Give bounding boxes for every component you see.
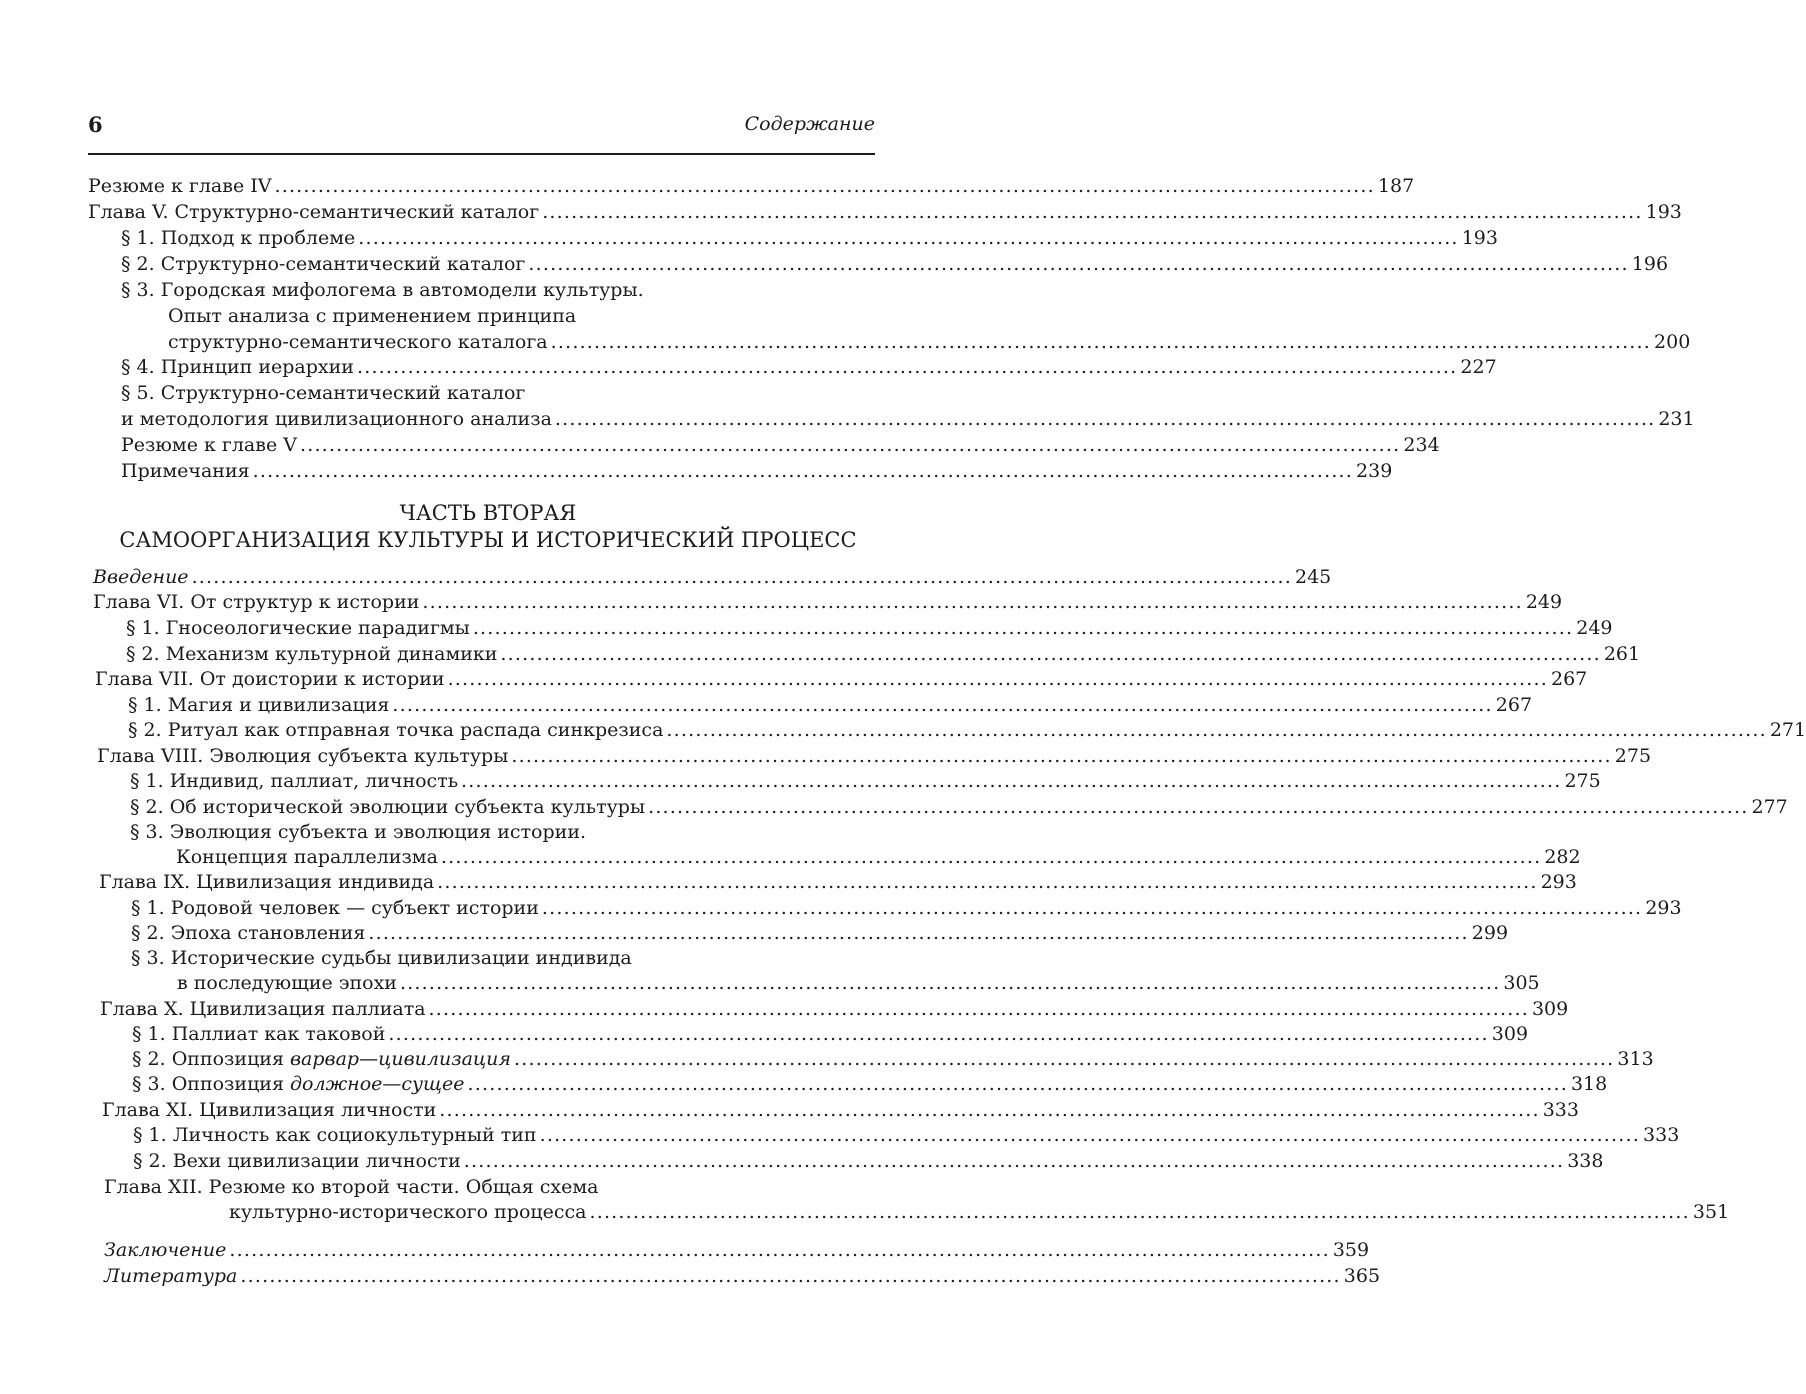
toc-entry-title: Глава X. Цивилизация паллиата	[100, 998, 426, 1020]
toc-entry-title: Глава XII. Резюме ко второй части. Общая схема	[104, 1176, 599, 1198]
toc-entry-title: Глава VI. От структур к истории	[93, 591, 420, 613]
toc-entry-italic-term: должное—сущее	[290, 1073, 465, 1095]
toc-leader: ........................................................................................................................................................	[461, 770, 1562, 792]
toc-entry-page: 309	[1491, 1023, 1529, 1045]
toc-entry-title: Опыт анализа с применением принципа	[168, 305, 577, 327]
toc-leader: ........................................................................................................................................................	[399, 972, 1501, 994]
toc-chapter	[104, 1175, 881, 1200]
toc-leader: ........................................................................................................................................................	[440, 846, 1542, 868]
toc-section	[131, 946, 880, 971]
toc-section-continuation	[168, 330, 1691, 355]
toc-leader: ........................................................................................................................................................	[514, 1048, 1615, 1070]
toc-entry-title: в последующие эпохи	[177, 972, 397, 994]
toc-section	[128, 718, 1806, 743]
toc-leader: ........................................................................................................................................................	[542, 201, 1643, 223]
toc-entry-page: 293	[1540, 871, 1577, 893]
toc-section	[132, 1022, 1529, 1047]
toc-entry-page: 234	[1403, 434, 1440, 456]
toc-leader: ........................................................................................................................................................	[240, 1265, 1341, 1287]
part-subtitle: САМООРГАНИЗАЦИЯ КУЛЬТУРЫ И ИСТОРИЧЕСКИЙ ПРОЦЕСС	[119, 528, 857, 552]
toc-chapter	[88, 200, 1682, 225]
toc-leader: ........................................................................................................................................................	[539, 1124, 1641, 1146]
toc-entry	[93, 565, 1332, 590]
toc-section	[121, 355, 1497, 380]
toc-entry	[104, 1238, 1370, 1263]
toc-entry-title: § 2. Механизм культурной динамики	[126, 643, 498, 665]
toc-entry-title: Резюме к главе V	[121, 434, 297, 456]
toc-entry-page: 338	[1567, 1150, 1604, 1172]
toc-entry-title: Заключение	[104, 1239, 227, 1261]
toc-entry-title: § 2. Вехи цивилизации личности	[133, 1150, 461, 1172]
toc-section	[132, 1047, 1654, 1072]
toc-entry-page: 249	[1576, 617, 1613, 639]
toc-leader: ........................................................................................................................................................	[229, 1239, 1330, 1261]
toc-entry-page: 261	[1603, 643, 1641, 665]
toc-section	[132, 1072, 1608, 1097]
toc-entry-title: § 1. Индивид, паллиат, личность	[130, 770, 459, 792]
toc-section	[131, 921, 1509, 946]
toc-entry-title: § 2. Об исторической эволюции субъекта культуры	[130, 796, 646, 818]
toc-leader: ........................................................................................................................................................	[467, 1073, 1568, 1095]
toc-entry-title: § 3. Эволюция субъекта и эволюция истории.	[130, 821, 587, 843]
toc-entry-page: 227	[1460, 356, 1497, 378]
toc-leader: ........................................................................................................................................................	[252, 460, 1354, 482]
toc-section	[126, 642, 1641, 667]
toc-entry-page: 267	[1550, 668, 1588, 690]
toc-leader: ........................................................................................................................................................	[191, 566, 1292, 588]
toc-entry	[121, 459, 1393, 484]
toc-entry-title: § 2. Эпоха становления	[131, 922, 366, 944]
toc-chapter	[102, 1098, 1579, 1123]
toc-leader: ........................................................................................................................................................	[274, 175, 1375, 197]
toc-entry-page: 359	[1332, 1239, 1370, 1261]
toc-entry-page: 351	[1692, 1201, 1730, 1223]
toc-leader: ........................................................................................................................................................	[356, 356, 1458, 378]
toc-entry-page: 239	[1356, 460, 1393, 482]
toc-leader: ........................................................................................................................................................	[358, 227, 1459, 249]
toc-entry	[88, 174, 1415, 199]
toc-entry-title: § 1. Родовой человек — субъект истории	[131, 897, 539, 919]
toc-leader: ........................................................................................................................................................	[437, 871, 1538, 893]
toc-leader: ........................................................................................................................................................	[388, 1023, 1489, 1045]
toc-entry-page: 305	[1503, 972, 1540, 994]
toc-entry-title: § 3. Исторические судьбы цивилизации индивида	[131, 947, 632, 969]
toc-section	[128, 693, 1533, 718]
toc-leader: ........................................................................................................................................................	[500, 643, 1601, 665]
toc-section	[130, 795, 1788, 820]
toc-chapter	[95, 667, 1588, 692]
toc-entry-title: Резюме к главе IV	[88, 175, 272, 197]
toc-entry-title: § 2. Оппозиция варвар—цивилизация	[132, 1048, 511, 1070]
toc-entry-title: Глава VII. От доистории к истории	[95, 668, 445, 690]
toc-section	[126, 616, 1613, 641]
toc-entry-title: § 1. Паллиат как таковой	[132, 1023, 386, 1045]
toc-entry-page: 299	[1471, 922, 1509, 944]
toc-entry-title: § 1. Личность как социокультурный тип	[133, 1124, 537, 1146]
toc-entry-page: 318	[1570, 1073, 1608, 1095]
toc-section	[121, 278, 876, 303]
toc-section	[121, 252, 1669, 277]
toc-leader: ........................................................................................................................................................	[511, 745, 1612, 767]
toc-entry-page: 275	[1614, 745, 1652, 767]
toc-entry-page: 267	[1495, 694, 1533, 716]
toc-entry-page: 200	[1654, 331, 1691, 353]
toc-chapter	[99, 870, 1577, 895]
toc-chapter-continuation	[229, 1200, 1730, 1225]
toc-leader: ........................................................................................................................................................	[299, 434, 1401, 456]
toc-chapter	[100, 997, 1569, 1022]
toc-entry-title: Глава VIII. Эволюция субъекта культуры	[97, 745, 509, 767]
toc-section-continuation	[121, 407, 1695, 432]
toc-leader: ........................................................................................................................................................	[589, 1201, 1690, 1223]
toc-entry-title: § 2. Структурно-семантический каталог	[121, 253, 526, 275]
toc-entry-title: § 1. Гносеологические парадигмы	[126, 617, 470, 639]
toc-entry-page: 187	[1377, 175, 1415, 197]
toc-leader: ........................................................................................................................................................	[541, 897, 1643, 919]
toc-entry-title: § 5. Структурно-семантический каталог	[121, 382, 526, 404]
toc-entry-title: Концепция параллелизма	[176, 846, 438, 868]
toc-leader: ........................................................................................................................................................	[472, 617, 1574, 639]
toc-leader: ........................................................................................................................................................	[550, 331, 1652, 353]
toc-entry	[104, 1264, 1381, 1289]
toc-section	[121, 226, 1498, 251]
toc-leader: ........................................................................................................................................................	[439, 1099, 1540, 1121]
toc-section-continuation	[177, 971, 1540, 996]
toc-entry-page: 309	[1531, 998, 1569, 1020]
toc-entry-title: § 1. Магия и цивилизация	[128, 694, 390, 716]
toc-chapter	[93, 590, 1563, 615]
toc-leader: ........................................................................................................................................................	[554, 408, 1656, 430]
toc-entry-page: 193	[1461, 227, 1498, 249]
toc-entry-title: Введение	[93, 566, 189, 588]
toc-entry-page: 333	[1643, 1124, 1680, 1146]
toc-entry-title: § 1. Подход к проблеме	[121, 227, 356, 249]
toc-entry-page: 282	[1544, 846, 1581, 868]
toc-entry-page: 277	[1751, 796, 1788, 818]
toc-section	[133, 1149, 1604, 1174]
toc-leader: ........................................................................................................................................................	[463, 1150, 1565, 1172]
toc-entry-page: 196	[1631, 253, 1669, 275]
toc-section-continuation	[168, 304, 876, 329]
toc-leader: ........................................................................................................................................................	[666, 719, 1767, 741]
toc-leader: ........................................................................................................................................................	[422, 591, 1523, 613]
part-title: ЧАСТЬ ВТОРАЯ	[399, 501, 577, 525]
toc-entry-page: 275	[1564, 770, 1601, 792]
toc-entry-title: Примечания	[121, 460, 250, 482]
toc-leader: ........................................................................................................................................................	[368, 922, 1469, 944]
toc-leader: ........................................................................................................................................................	[428, 998, 1529, 1020]
toc-entry-title: структурно-семантического каталога	[168, 331, 548, 353]
toc-entry-page: 245	[1294, 566, 1332, 588]
toc-entry-title: § 2. Ритуал как отправная точка распада синкрезиса	[128, 719, 664, 741]
toc-entry-title: § 3. Оппозиция должное—сущее	[132, 1073, 465, 1095]
toc-entry-title: Литература	[104, 1265, 238, 1287]
toc-entry-title: Глава XI. Цивилизация личности	[102, 1099, 437, 1121]
toc-entry-page: 313	[1617, 1048, 1654, 1070]
toc-section	[131, 896, 1682, 921]
toc-entry-page: 249	[1525, 591, 1563, 613]
toc-entry-title: § 3. Городская мифологема в автомодели культуры.	[121, 279, 644, 301]
page-number: 6	[88, 112, 103, 137]
toc-entry-title: Глава IX. Цивилизация индивида	[99, 871, 435, 893]
toc-entry-title: § 4. Принцип иерархии	[121, 356, 354, 378]
toc-entry-page: 333	[1542, 1099, 1579, 1121]
toc-entry-page: 293	[1645, 897, 1682, 919]
running-header-title: Содержание	[744, 113, 875, 135]
toc-chapter	[97, 744, 1652, 769]
toc-entry-italic-term: варвар—цивилизация	[290, 1048, 511, 1070]
toc-section	[121, 381, 876, 406]
toc-entry-page: 365	[1343, 1265, 1381, 1287]
toc-section	[133, 1123, 1680, 1148]
toc-entry-page: 231	[1658, 408, 1695, 430]
toc-entry	[121, 433, 1440, 458]
toc-section-continuation	[176, 845, 1581, 870]
toc-leader: ........................................................................................................................................................	[528, 253, 1629, 275]
toc-entry-title: Глава V. Структурно-семантический каталог	[88, 201, 540, 223]
toc-section	[130, 820, 880, 845]
toc-entry-title: культурно-исторического процесса	[229, 1201, 587, 1223]
toc-leader: ........................................................................................................................................................	[447, 668, 1548, 690]
toc-leader: ........................................................................................................................................................	[392, 694, 1493, 716]
toc-section	[130, 769, 1601, 794]
toc-entry-page: 271	[1769, 719, 1806, 741]
toc-entry-title: и методология цивилизационного анализа	[121, 408, 552, 430]
toc-leader: ........................................................................................................................................................	[648, 796, 1749, 818]
toc-entry-page: 193	[1645, 201, 1682, 223]
